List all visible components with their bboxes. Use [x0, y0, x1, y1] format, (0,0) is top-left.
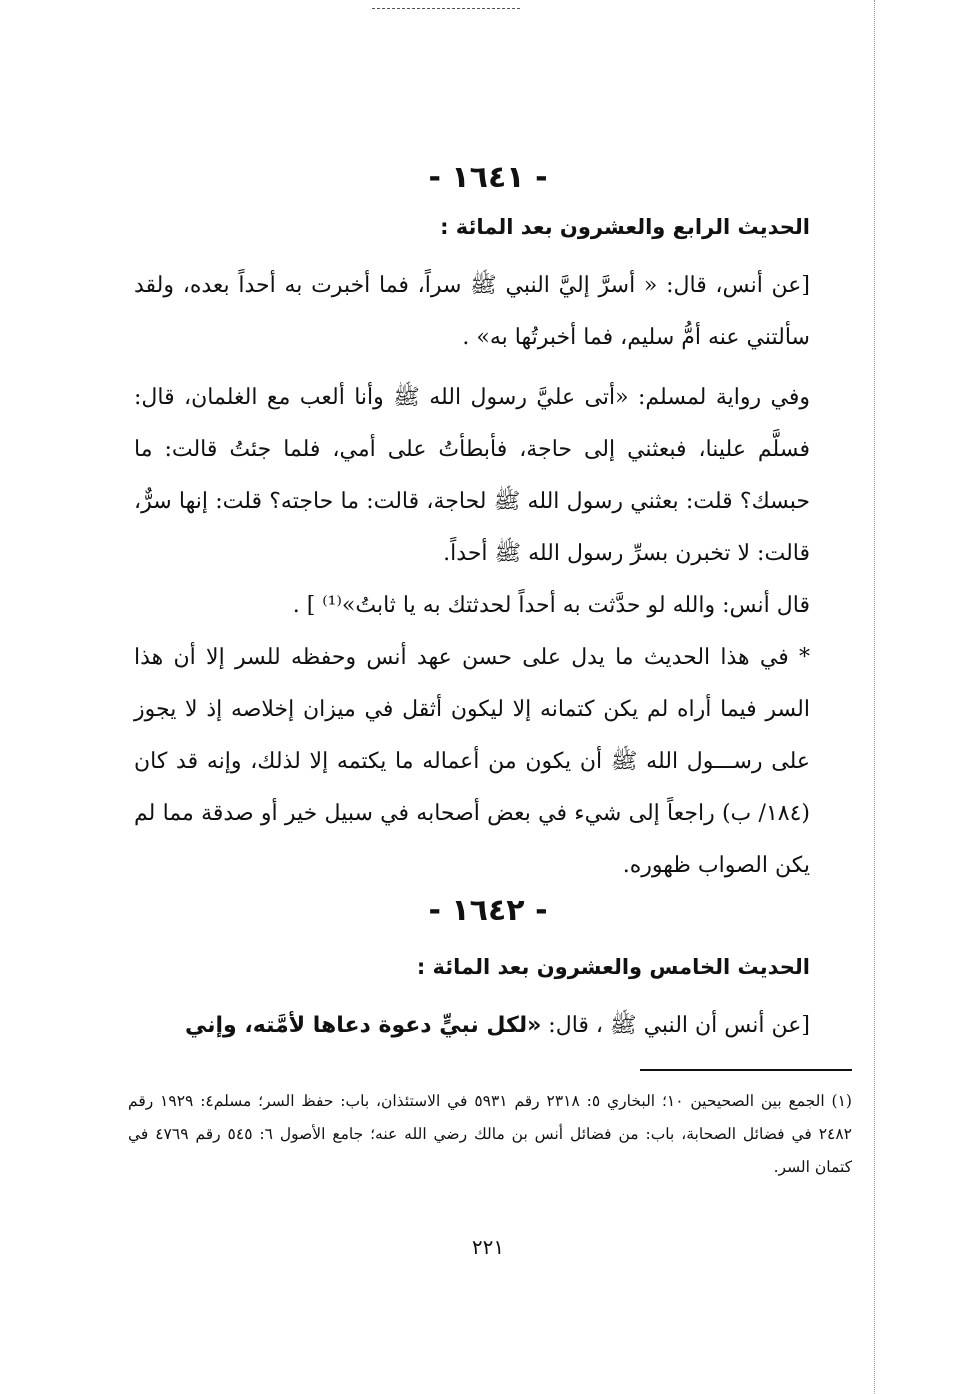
footnote-separator [640, 1069, 852, 1071]
section-heading-1642: الحديث الخامس والعشرون بعد المائة : [416, 955, 810, 979]
page-number: ٢٢١ [471, 1235, 505, 1259]
hadith-text-1642 [134, 1000, 810, 1052]
hadith-text-1641: [عن أنس، قال: « أسرَّ إليَّ النبي ﷺ سراً، فما أخبرت به أحداً بعده، ولقد سألتني عنه أمُّ سليم، فما أخبرتُها به» . [134, 273, 810, 350]
anas-statement: قال أنس: والله لو حدَّثت به أحداً لحدثتك به يا ثابتُ»⁽¹⁾ ] . [292, 593, 810, 618]
hadith-number-1641: - ١٦٤١ - [428, 160, 548, 195]
footnote-1: (١) الجمع بين الصحيحين ١٠؛ البخاري ٥: ٢٣١٨ رقم ٥٩٣١ في الاستئذان، باب: حفظ السر؛ مسلم٤: ١٩٢٩ رقم ٢٤٨٢ في فضائل الصحابة، باب: من فضائل أنس بن مالك رضي الله عنه؛ جامع الأصول ٦: ٥٤٥ رقم ٤٧٦٩ في كتمان السر. [128, 1092, 852, 1176]
hadith-bold-text: «لكل نبيٍّ دعوة دعاها لأمَّته، وإني [185, 1013, 542, 1038]
top-rule [372, 8, 520, 9]
hadith-number-1642: - ١٦٤٢ - [428, 893, 548, 928]
section-heading-1641: الحديث الرابع والعشرون بعد المائة : [440, 215, 810, 239]
muslim-narration: وفي رواية لمسلم: «أتى عليَّ رسول الله ﷺ وأنا ألعب مع الغلمان، قال: فسلَّم علينا، فبعثني إلى حاجة، فأبطأتُ على أمي، فلما جئتُ قالت: ما حبسك؟ قلت: بعثني رسول الله ﷺ لحاجة، قالت: ما حاجته؟ قلت: إنها سرٌّ، قالت: لا تخبرن بسرِّ رسول الله ﷺ أحداً. [134, 385, 810, 566]
hadith-intro-text: [عن أنس أن النبي ﷺ ، قال: [541, 1013, 810, 1038]
page-edge-line [874, 0, 875, 1394]
commentary-paragraph: * في هذا الحديث ما يدل على حسن عهد أنس وحفظه للسر إلا أن هذا السر فيما أراه لم يكن كتمانه إلا ليكون أثقل في ميزان إخلاصه إذ لا يجوز على رســـول الله ﷺ أن يكون من أعماله ما يكتمه إلا لذلك، وإنه قد كان (١٨٤/ ب) راجعاً إلى شيء في بعض أصحابه في سبيل خير أو صدقة مما لم يكن الصواب ظهوره. [134, 645, 810, 878]
